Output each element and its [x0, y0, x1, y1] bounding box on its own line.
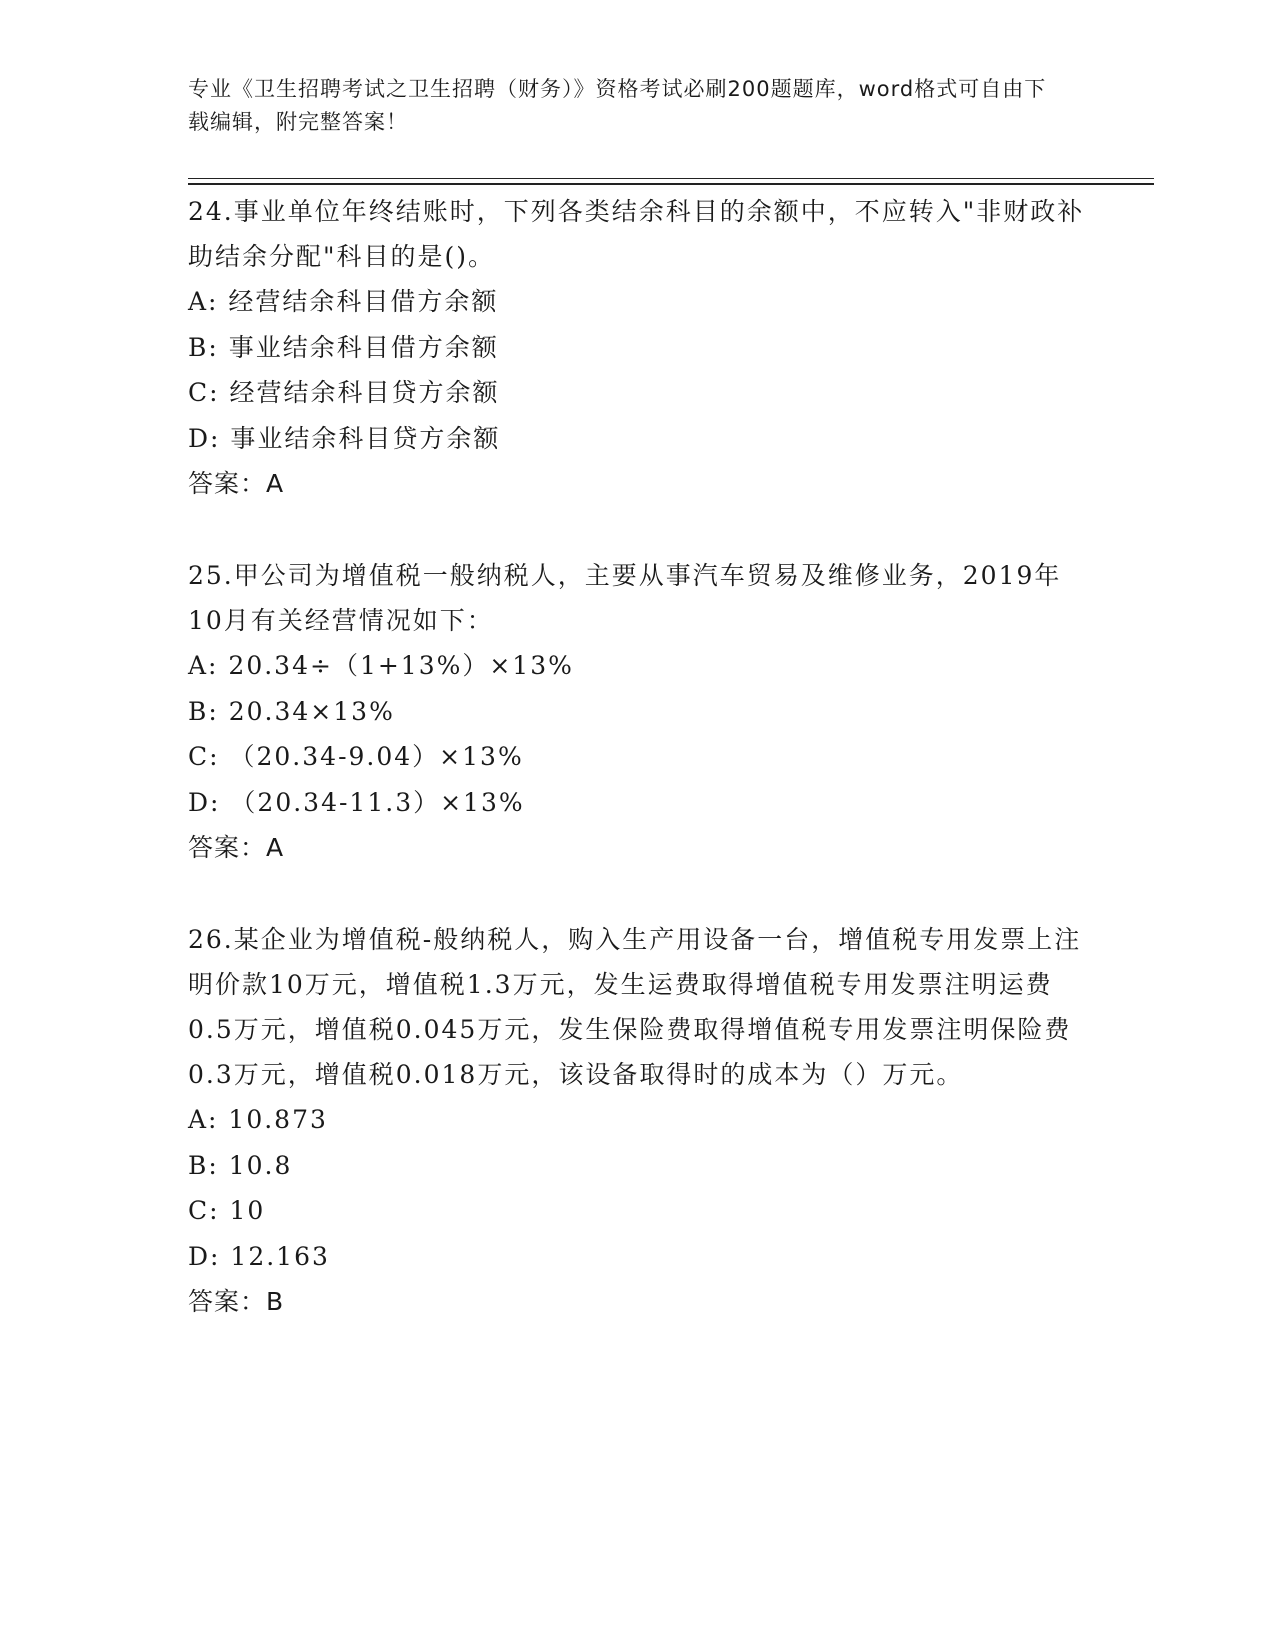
question-stem: 25.甲公司为增值税一般纳税人，主要从事汽车贸易及维修业务，2019年10月有关经营情况如下：: [188, 561, 1062, 635]
option-a: A: 20.34÷（1+13%）×13%: [188, 651, 574, 680]
option-d: D: 事业结余科目贷方余额: [188, 423, 501, 453]
document-header: 专业《卫生招聘考试之卫生招聘（财务）》资格考试必刷200题题库，word格式可自由下载编辑，附完整答案！: [188, 77, 1047, 134]
option-a: A: 10.873: [188, 1105, 328, 1134]
question-stem: 26.某企业为增值税-般纳税人，购入生产用设备一台，增值税专用发票上注明价款10万元，增值税1.3万元，发生运费取得增值税专用发票注明运费0.5万元，增值税0.045万元，发生保险费取得增值税专用发票注明保险费0.3万元，增值税0.018万元，该设备取得时的成本为（）万元。: [188, 925, 1082, 1089]
question-24: [188, 189, 1088, 506]
answer-line: 答案：A: [188, 833, 285, 862]
question-stem: 24.事业单位年终结账时，下列各类结余科目的余额中，不应转入"非财政补助结余分配"科目的是()。: [188, 197, 1085, 271]
header-divider-thick: [188, 183, 1154, 185]
option-b: B: 事业结余科目借方余额: [188, 332, 499, 362]
question-25: [188, 553, 1088, 870]
answer-line: 答案：A: [188, 469, 285, 498]
option-c: C: （20.34-9.04）×13%: [188, 742, 524, 771]
question-26: [188, 917, 1088, 1324]
option-c: C: 经营结余科目贷方余额: [188, 378, 500, 407]
option-d: D: （20.34-11.3）×13%: [188, 787, 525, 817]
option-b: B: 20.34×13%: [188, 696, 395, 726]
answer-line: 答案：B: [188, 1287, 285, 1316]
option-c: C: 10: [188, 1196, 266, 1225]
option-b: B: 10.8: [188, 1150, 293, 1180]
option-a: A: 经营结余科目借方余额: [188, 287, 499, 316]
header-divider-thin: [188, 178, 1154, 179]
option-d: D: 12.163: [188, 1241, 330, 1271]
